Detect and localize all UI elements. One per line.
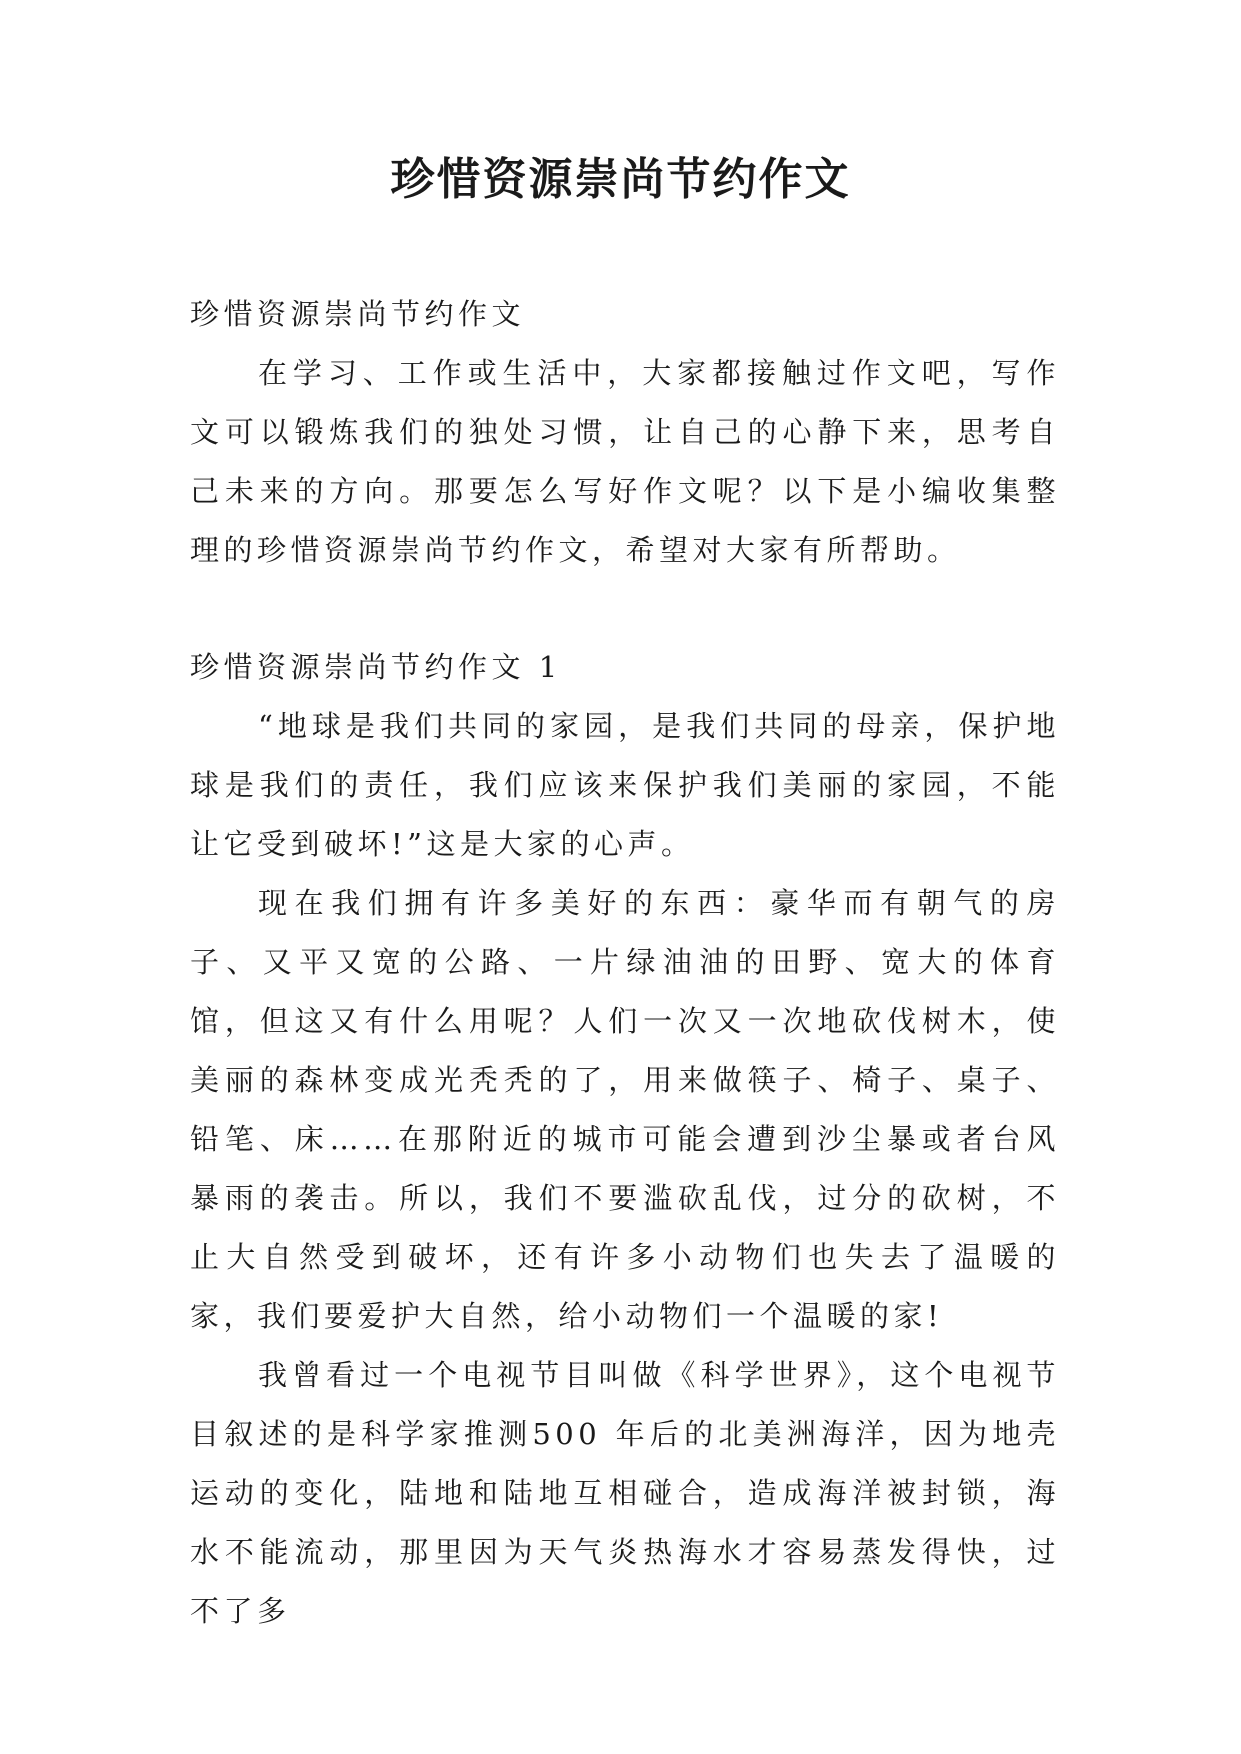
section-spacer [190,580,1060,638]
essay1-paragraph-2: 现在我们拥有许多美好的东西：豪华而有朝气的房子、又平又宽的公路、一片绿油油的田野、宽大的体育馆，但这又有什么用呢？人们一次又一次地砍伐树木，使美丽的森林变成光秃秃的了，用来做筷子、椅子、桌子、铅笔、床……在那附近的城市可能会遭到沙尘暴或者台风暴雨的袭击。所以，我们不要滥砍乱伐，过分的砍树，不止大自然受到破坏，还有许多小动物们也失去了温暖的家，我们要爱护大自然，给小动物们一个温暖的家! [190,886,1060,1333]
essay1-paragraph-1: “地球是我们共同的家园，是我们共同的母亲，保护地球是我们的责任，我们应该来保护我们美丽的家园，不能让它受到破坏!”这是大家的心声。 [190,709,1060,861]
intro-paragraph: 在学习、工作或生活中，大家都接触过作文吧，写作文可以锻炼我们的独处习惯，让自己的心静下来，思考自己未来的方向。那要怎么写好作文呢？以下是小编收集整理的珍惜资源崇尚节约作文，希望对大家有所帮助。 [190,356,1060,567]
intro-heading: 珍惜资源崇尚节约作文 [190,297,526,331]
essay1-paragraph-3: 我曾看过一个电视节目叫做《科学世界》，这个电视节目叙述的是科学家推测500 年后的北美洲海洋，因为地壳运动的变化，陆地和陆地互相碰合，造成海洋被封锁，海水不能流动，那里因为天气炎热海水才容易蒸发得快，过不了多 [190,1358,1060,1628]
essay1-heading: 珍惜资源崇尚节约作文 1 [190,650,562,684]
document-title: 珍惜资源崇尚节约作文 [390,154,851,205]
document-body [190,285,1060,1641]
